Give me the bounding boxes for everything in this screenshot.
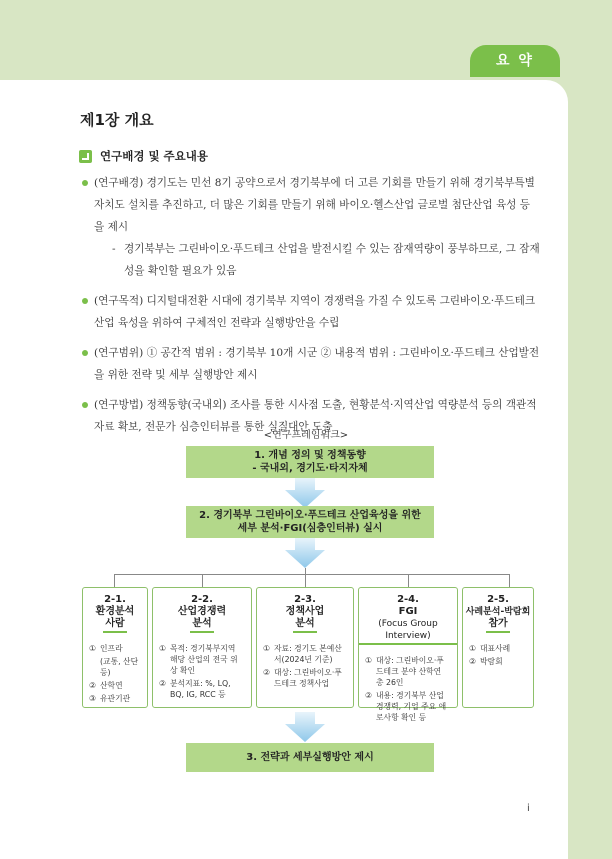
list-item: ① 자료: 경기도 본예산서(2024년 기준) [263, 644, 342, 664]
connector-line [114, 574, 510, 575]
connector-line [305, 568, 306, 587]
framework-card: 2-2. 산업경쟁력 분석 ① 목적: 경기북부지역 해당 산업의 전국 위상 확인 ② 분석지표: %, LQ, BQ, IG, RCC 등 [152, 587, 252, 708]
list-item: ① 인프라 [89, 644, 123, 653]
connector-line [408, 574, 409, 587]
bullet-item: (연구범위) ① 공간적 범위 : 경기북부 10개 시군 ② 내용적 범위 : 그린바이오·푸드테크 산업발전을 위한 전략 및 세부 실행방안 제시 [80, 342, 540, 386]
summary-tab: 요 약 [470, 45, 560, 77]
section-heading [79, 148, 208, 164]
list-item: (교통, 산단 등) [100, 657, 139, 677]
down-arrow-icon [285, 538, 325, 568]
list-item: ② 대상: 그린바이오·푸드테크 정책사업 [263, 668, 342, 688]
list-item: ② 박람회 [469, 657, 503, 666]
bullet-item: (연구방법) 정책동향(국내외) 조사를 통한 시사점 도출, 현황분석·지역산업 역량분석 등의 객관적 자료 확보, 전문가 심층인터뷰를 통한 실질대안 도출 [80, 394, 540, 438]
section-title: 연구배경 및 주요내용 [100, 149, 208, 163]
framework-card: 2-1. 환경분석 사람 ① 인프라 (교통, 산단 등) ② 산학연 ③ 유관기관 [82, 587, 148, 708]
connector-line [114, 574, 115, 587]
framework-card: 2-5. 사례분석-박람회 참가 ① 대표사례 ② 박람회 [462, 587, 534, 708]
connector-line [202, 574, 203, 587]
chapter-title: 제1장 개요 [80, 111, 154, 129]
framework-card: 2-3. 정책사업 분석 ① 자료: 경기도 본예산서(2024년 기준) ② 대상: 그린바이오·푸드테크 정책사업 [256, 587, 354, 708]
check-icon [79, 150, 92, 163]
list-item: ① 목적: 경기북부지역 해당 산업의 전국 위상 확인 [159, 644, 238, 675]
page-number: i [527, 803, 530, 814]
sub-item: - 경기북부는 그린바이오·푸드테크 산업을 발전시킬 수 있는 잠재역량이 풍부하므로, 그 잠재성을 확인할 필요가 있음 [112, 243, 540, 277]
list-item: ② 내용: 경기북부 산업경쟁력, 기업 주요 애로사항 확인 등 [365, 691, 447, 722]
framework-step-1: 1. 개념 정의 및 정책동향 - 국내외, 경기도·타지자체 [186, 446, 434, 478]
framework-step-2: 2. 경기북부 그린바이오·푸드테크 산업육성을 위한 세부 분석·FGI(심층인터뷰) 실시 [186, 506, 434, 538]
framework-title: <연구프레임워크> [263, 430, 349, 441]
connector-line [509, 574, 510, 587]
list-item: ③ 유관기관 [89, 694, 131, 703]
list-item: ② 산학연 [89, 681, 123, 690]
bullet-list [80, 172, 540, 440]
down-arrow-icon [285, 478, 325, 508]
list-item: ① 대표사례 [469, 644, 511, 653]
framework-card: 2-4. FGI (Focus Group Interview) ① 대상: 그린바이오·푸드테크 분야 산학연 총 26인 ② 내용: 경기북부 산업경쟁력, 기업 주요 애로사항 확인 등 [358, 587, 458, 708]
list-item: ① 대상: 그린바이오·푸드테크 분야 산학연 총 26인 [365, 656, 444, 687]
framework-step-3: 3. 전략과 세부실행방안 제시 [186, 743, 434, 772]
bullet-item: (연구목적) 디지털대전환 시대에 경기북부 지역이 경쟁력을 가질 수 있도록 그린바이오·푸드테크 산업 육성을 위하여 구체적인 전략과 실행방안을 수립 [80, 290, 540, 334]
down-arrow-icon [285, 712, 325, 742]
bullet-item: (연구배경) 경기도는 민선 8기 공약으로서 경기북부에 더 고른 기회를 만들기 위해 경기북부특별자치도 설치를 추진하고, 더 많은 기회를 만들기 위해 바이오·헬스산업 글로벌 첨단산업 육성 등을 제시 - 경기북부는 그린바이오·푸드테크 산업을 발전시킬 수 있는 잠재역량이 풍부하므로, 그 잠재성을 확인할 필요가 있음 [80, 172, 540, 282]
list-item: ② 분석지표: %, LQ, BQ, IG, RCC 등 [159, 679, 231, 699]
